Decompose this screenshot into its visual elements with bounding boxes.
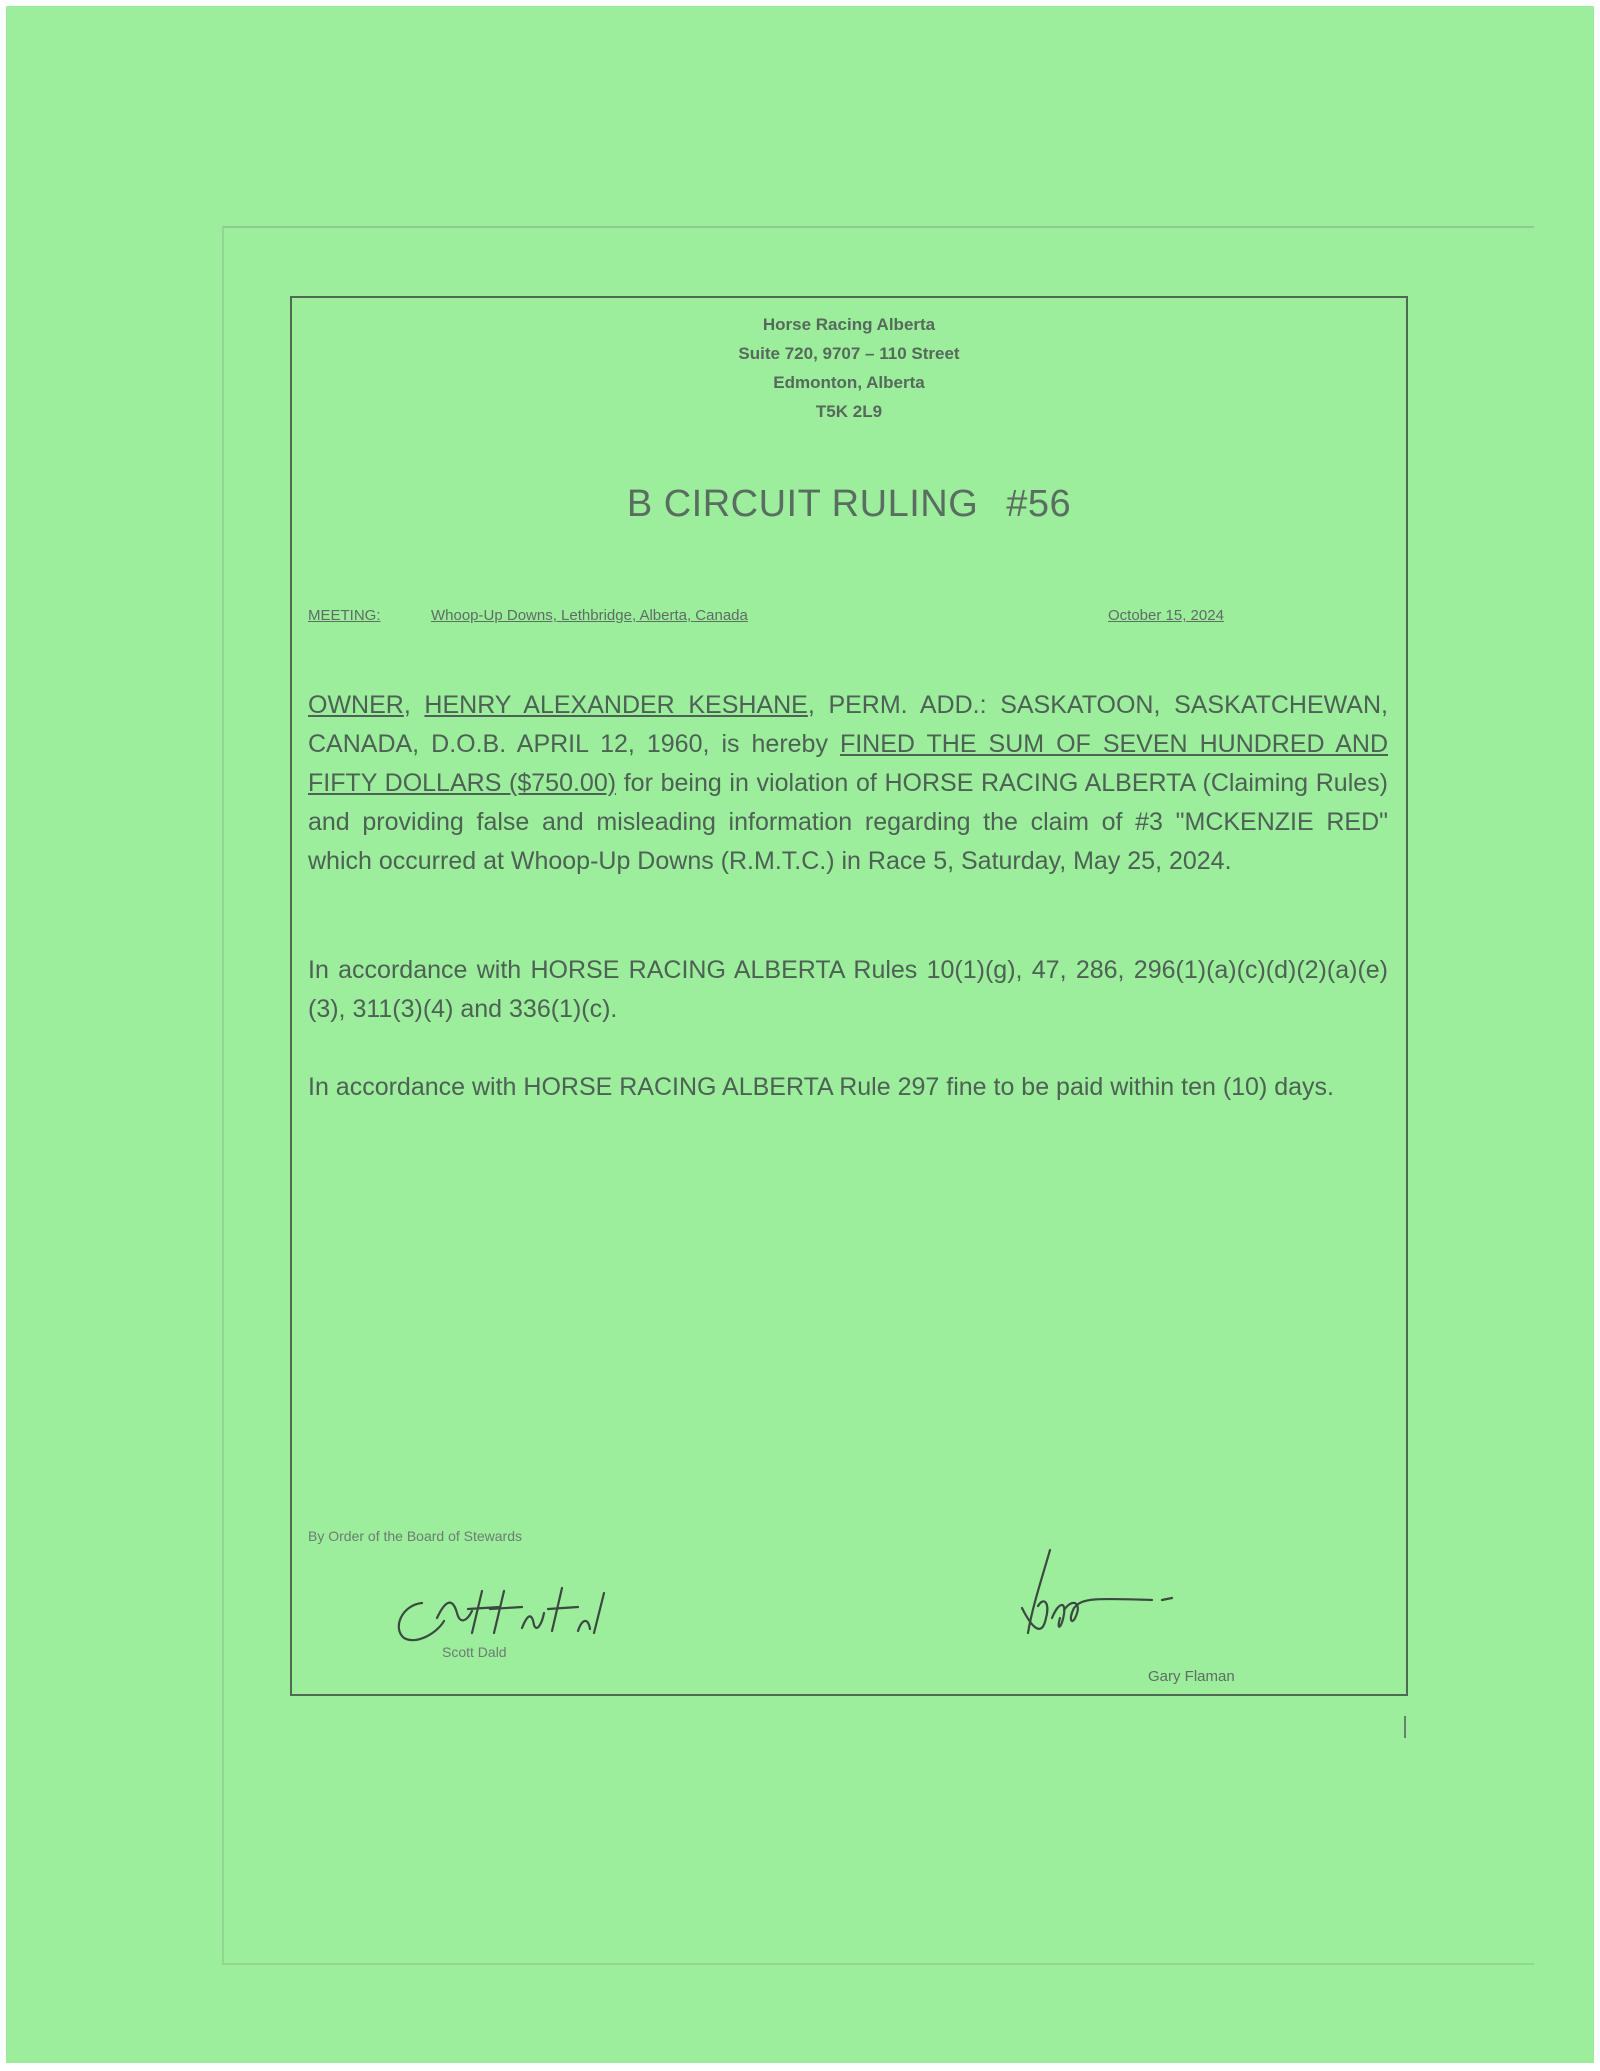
letterhead-address-line1: Suite 720, 9707 – 110 Street (738, 344, 960, 363)
meeting-venue: Whoop-Up Downs, Lethbridge, Alberta, Canada (431, 607, 748, 624)
document-page (6, 6, 1594, 2063)
ruling-title (292, 483, 1406, 526)
steward2-signature (1002, 1548, 1182, 1658)
order-of-stewards: By Order of the Board of Stewards (308, 1528, 522, 1544)
ruling-paragraph-rules: In accordance with HORSE RACING ALBERTA Rules 10(1)(g), 47, 286, 296(1)(a)(c)(d)(2)(a)(e)(3), 311(3)(4) and 336(1)(c). (308, 956, 1388, 1023)
letterhead-address-line2: Edmonton, Alberta (773, 373, 925, 392)
steward1-name: Scott Dald (442, 1644, 507, 1660)
letterhead-postal-code: T5K 2L9 (815, 402, 883, 421)
meeting-label: MEETING: (308, 607, 381, 624)
meeting-date: October 15, 2024 (1108, 607, 1224, 624)
letterhead-org: Horse Racing Alberta (762, 315, 936, 334)
fine-amount: FINED THE SUM OF SEVEN HUNDRED AND FIFTY DOLLARS ($750.00) (308, 730, 1388, 797)
letterhead (292, 310, 1406, 426)
scan-mark (1404, 1716, 1406, 1738)
violation-details: for being in violation of HORSE RACING ALBERTA (Claiming Rules) and providing false and misleading information regarding the claim of #3 "MCKENZIE RED" which occurred at Whoop-Up Downs (R.M.T.C.) in Race 5, Saturday, May 25, 2024. (308, 769, 1388, 875)
ruling-number: #56 (1006, 483, 1072, 525)
owner-label: OWNER (308, 691, 404, 719)
owner-name: HENRY ALEXANDER KESHANE (424, 691, 808, 719)
owner-details: , PERM. ADD.: SASKATOON, SASKATCHEWAN, CANADA, D.O.B. APRIL 12, 1960, is hereby (308, 691, 1388, 758)
ruling-title-text: B CIRCUIT RULING (626, 483, 979, 525)
owner-comma: , (403, 691, 411, 719)
ruling-paragraph-fine (308, 686, 1388, 881)
ruling-paragraph-payment: In accordance with HORSE RACING ALBERTA Rule 297 fine to be paid within ten (10) days. (308, 1073, 1334, 1101)
steward2-name: Gary Flaman (1148, 1668, 1235, 1685)
steward1-signature (382, 1573, 612, 1653)
ruling-frame (290, 296, 1408, 1696)
